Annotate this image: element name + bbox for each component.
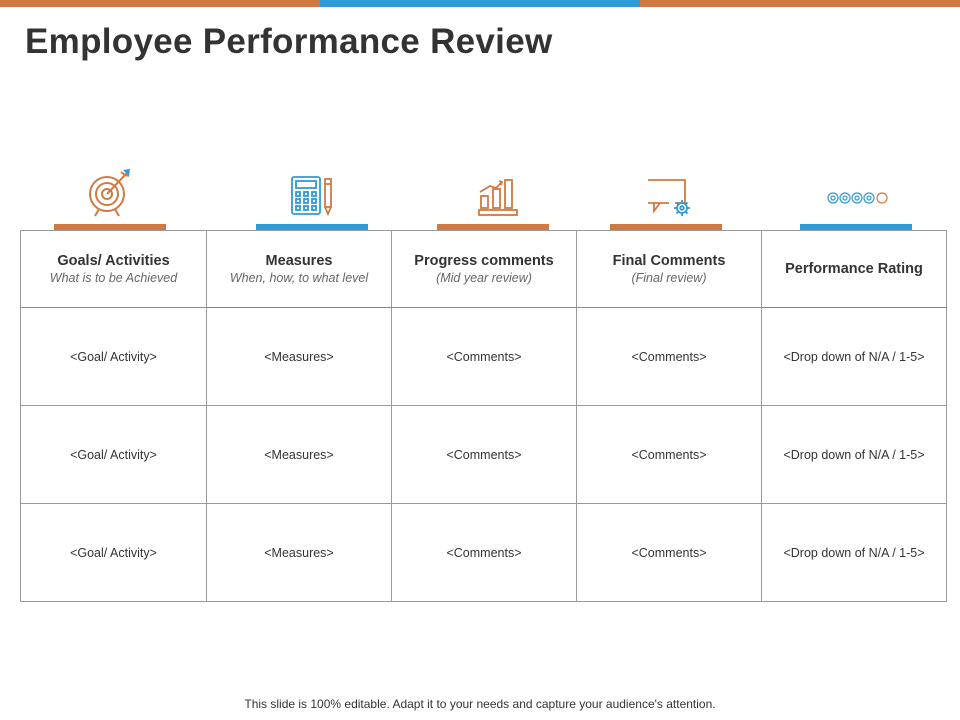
header-title: Measures [265, 253, 333, 269]
rating-cell[interactable]: <Drop down of N/A / 1-5> [762, 406, 947, 504]
rating-cell[interactable]: <Drop down of N/A / 1-5> [762, 504, 947, 602]
footer-note: This slide is 100% editable. Adapt it to your needs and capture your audience's attention. [244, 697, 716, 711]
rating-icon [826, 191, 892, 205]
progress-comments-cell[interactable]: <Comments> [392, 308, 577, 406]
top-bar-segment-orange-right [640, 0, 960, 7]
header-final [577, 231, 762, 308]
header-subtitle: (Mid year review) [436, 271, 532, 285]
table-row [21, 308, 947, 406]
calculator-icon [290, 175, 336, 217]
header-goals [21, 231, 207, 308]
review-table [20, 230, 947, 602]
comment-gear-icon [645, 177, 693, 221]
header-title: Final Comments [612, 253, 726, 269]
goal-cell[interactable]: <Goal/ Activity> [21, 406, 207, 504]
header-title: Progress comments [414, 253, 554, 269]
goal-cell[interactable]: <Goal/ Activity> [21, 308, 207, 406]
final-comments-cell[interactable]: <Comments> [577, 504, 762, 602]
header-title: Performance Rating [785, 261, 923, 277]
measures-cell[interactable]: <Measures> [207, 308, 392, 406]
table-row [21, 504, 947, 602]
top-bar-segment-blue [320, 0, 640, 7]
measures-cell[interactable]: <Measures> [207, 504, 392, 602]
top-accent-bar [0, 0, 960, 7]
page-title: Employee Performance Review [25, 22, 553, 61]
header-title: Goals/ Activities [57, 253, 170, 269]
rating-cell[interactable]: <Drop down of N/A / 1-5> [762, 308, 947, 406]
header-subtitle: (Final review) [631, 271, 707, 285]
header-progress [392, 231, 577, 308]
measures-cell[interactable]: <Measures> [207, 406, 392, 504]
progress-comments-cell[interactable]: <Comments> [392, 504, 577, 602]
target-icon [85, 166, 135, 218]
top-bar-segment-orange [0, 0, 320, 7]
table-row [21, 406, 947, 504]
header-subtitle: What is to be Achieved [49, 271, 178, 285]
final-comments-cell[interactable]: <Comments> [577, 406, 762, 504]
header-rating [762, 231, 947, 308]
progress-comments-cell[interactable]: <Comments> [392, 406, 577, 504]
header-measures [207, 231, 392, 308]
table-header-row [21, 231, 947, 308]
bar-chart-icon [476, 176, 522, 218]
goal-cell[interactable]: <Goal/ Activity> [21, 504, 207, 602]
final-comments-cell[interactable]: <Comments> [577, 308, 762, 406]
header-subtitle: When, how, to what level [229, 271, 369, 285]
